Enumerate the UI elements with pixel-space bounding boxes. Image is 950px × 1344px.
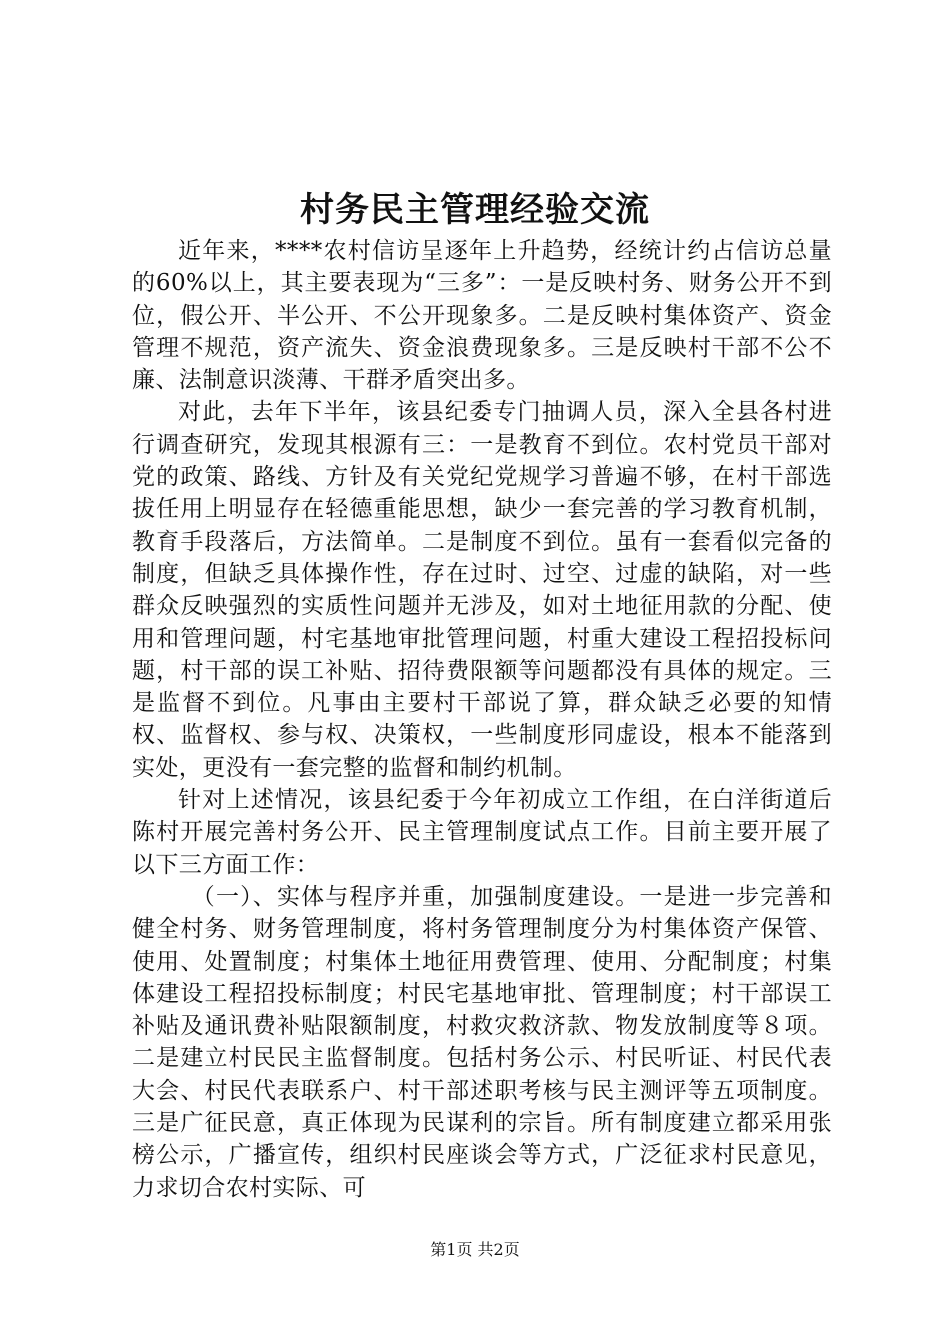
paragraph-2: 对此，去年下半年，该县纪委专门抽调人员，深入全县各村进行调查研究，发现其根源有三：一是教育不到位。农村党员干部对党的政策、路线、方针及有关党纪党规学习普遍不够，在村干部选拔任用上明显存在轻德重能思想，缺少一套完善的学习教育机制，教育手段落后，方法简单。二是制度不到位。虽有一套看似完备的制度，但缺乏具体操作性，存在过时、过空、过虚的缺陷，对一些群众反映强烈的实质性问题并无涉及，如对土地征用款的分配、使用和管理问题，村宅基地审批管理问题，村重大建设工程招投标问题，村干部的误工补贴、招待费限额等问题都没有具体的规定。三是监督不到位。凡事由主要村干部说了算，群众缺乏必要的知情权、监督权、参与权、决策权，一些制度形同虚设，根本不能落到实处，更没有一套完整的监督和制约机制。 bbox=[132, 399, 832, 781]
paragraph-1: 近年来，****农村信访呈逐年上升趋势，经统计约占信访总量的60%以上，其主要表现为“三多”：一是反映村务、财务公开不到位，假公开、半公开、不公开现象多。二是反映村集体资产、资金管理不规范，资产流失、资金浪费现象多。三是反映村干部不公不廉、法制意识淡薄、干群矛盾突出多。 bbox=[132, 238, 832, 394]
document-title: 村务民主管理经验交流 bbox=[300, 190, 650, 230]
paragraph-3: 针对上述情况，该县纪委于今年初成立工作组，在白洋街道后陈村开展完善村务公开、民主管理制度试点工作。目前主要开展了以下三方面工作： bbox=[132, 787, 832, 878]
paragraph-4: （一）、实体与程序并重，加强制度建设。一是进一步完善和健全村务、财务管理制度，将村务管理制度分为村集体资产保管、使用、处置制度；村集体土地征用费管理、使用、分配制度；村集体建设工程招投标制度；村民宅基地审批、管理制度；村干部误工补贴及通讯费补贴限额制度，村救灾救济款、物发放制度等８项。二是建立村民民主监督制度。包括村务公示、村民听证、村民代表大会、村民代表联系户、村干部述职考核与民主测评等五项制度。三是广征民意，真正体现为民谋利的宗旨。所有制度建立都采用张榜公示，广播宣传，组织村民座谈会等方式，广泛征求村民意见，力求切合农村实际、可 bbox=[132, 883, 832, 1201]
page-footer: 第1页 共2页 bbox=[430, 1240, 520, 1259]
document-body bbox=[132, 235, 832, 1204]
